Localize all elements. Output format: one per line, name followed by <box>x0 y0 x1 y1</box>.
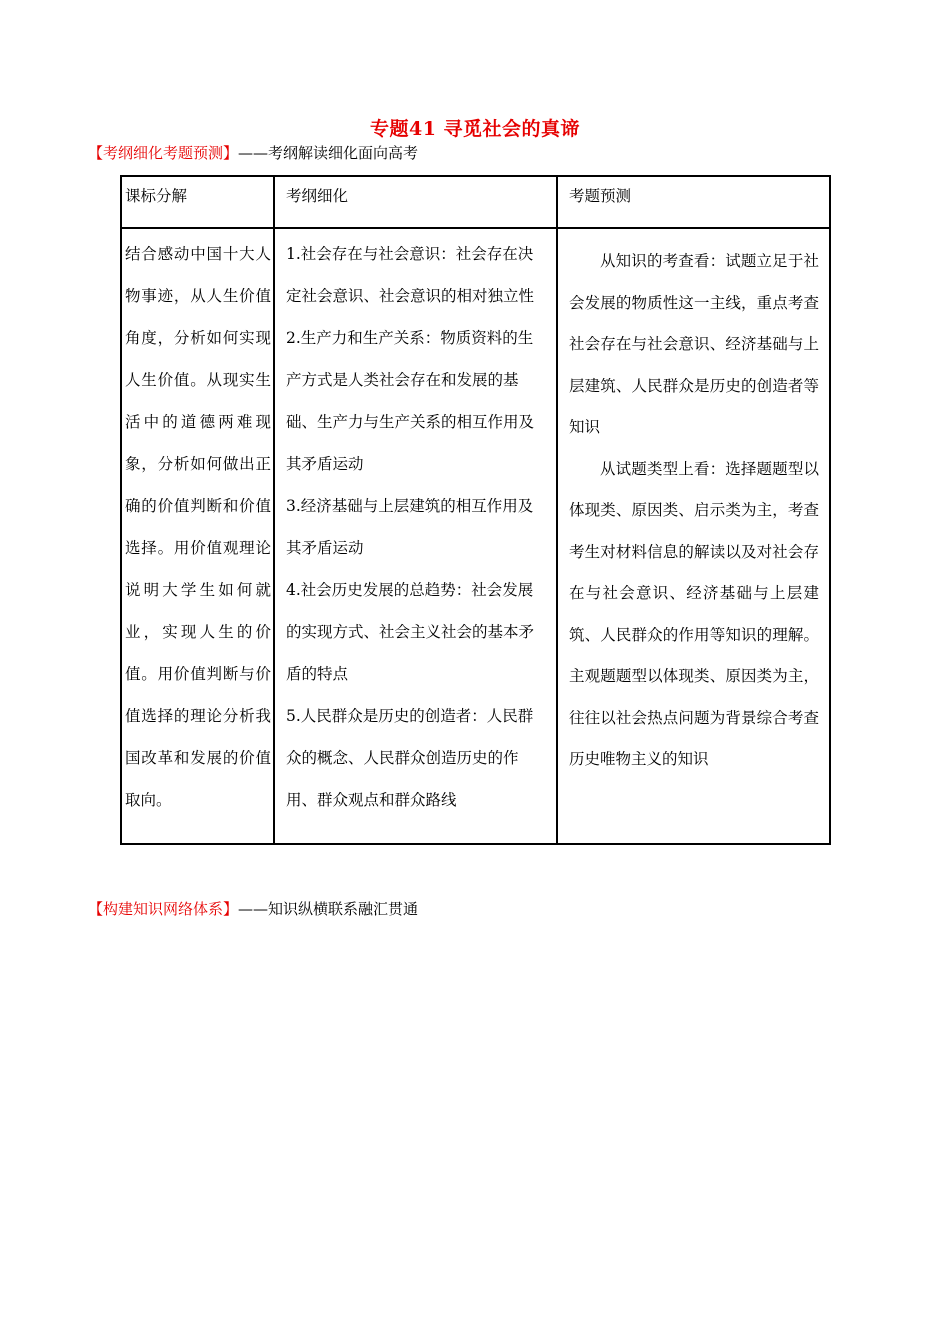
section-heading-exam-outline <box>88 143 418 163</box>
cell-prediction <box>557 228 830 844</box>
outline-item: 5.人民群众是历史的创造者：人民群众的概念、人民群众创造历史的作用、群众观点和群众路线 <box>286 707 534 809</box>
prediction-paragraph: 从试题类型上看：选择题题型以体现类、原因类、启示类为主，考查考生对材料信息的解读以及对社会存在与社会意识、经济基础与上层建筑、人民群众的作用等知识的理解。主观题题型以体现类、原因类为主，往往以社会热点问题为背景综合考查历史唯物主义的知识 <box>569 459 819 768</box>
prediction-text <box>558 229 829 781</box>
standards-text: 结合感动中国十大人物事迹，从人生价值角度，分析如何实现人生价值。从现实生活中的道德两难现象，分析如何做出正确的价值判断和价值选择。用价值观理论说明大学生如何就业，实现人生的价值。用价值判断与价值选择的理论分析我国改革和发展的价值取向。 <box>125 245 271 809</box>
header-cell-standards <box>121 176 274 228</box>
section-subtitle: ——知识纵横联系融汇贯通 <box>238 900 419 918</box>
header-prediction: 考题预测 <box>569 187 632 205</box>
header-cell-prediction <box>557 176 830 228</box>
outline-item: 4.社会历史发展的总趋势：社会发展的实现方式、社会主义社会的基本矛盾的特点 <box>286 581 535 683</box>
exam-outline-table <box>120 175 831 845</box>
header-cell-outline <box>274 176 557 228</box>
cell-outline <box>274 228 557 844</box>
header-standards: 课标分解 <box>125 187 188 205</box>
outline-list <box>275 229 556 821</box>
outline-item: 1.社会存在与社会意识：社会存在决定社会意识、社会意识的相对独立性 <box>286 245 535 305</box>
section-subtitle: ——考纲解读细化面向高考 <box>238 144 419 162</box>
outline-item: 2.生产力和生产关系：物质资料的生产方式是人类社会存在和发展的基础、生产力与生产关系的相互作用及其矛盾运动 <box>286 329 535 473</box>
section-heading-knowledge-network <box>88 899 418 919</box>
outline-item: 3.经济基础与上层建筑的相互作用及其矛盾运动 <box>286 497 534 557</box>
header-outline: 考纲细化 <box>286 187 349 205</box>
section-label: 【考纲细化考题预测】 <box>88 144 239 162</box>
section-label: 【构建知识网络体系】 <box>88 900 239 918</box>
page-title: 专题41 寻觅社会的真谛 <box>369 118 581 140</box>
cell-standards <box>121 228 274 844</box>
prediction-paragraph: 从知识的考查看：试题立足于社会发展的物质性这一主线，重点考查社会存在与社会意识、经济基础与上层建筑、人民群众是历史的创造者等知识 <box>569 252 819 436</box>
